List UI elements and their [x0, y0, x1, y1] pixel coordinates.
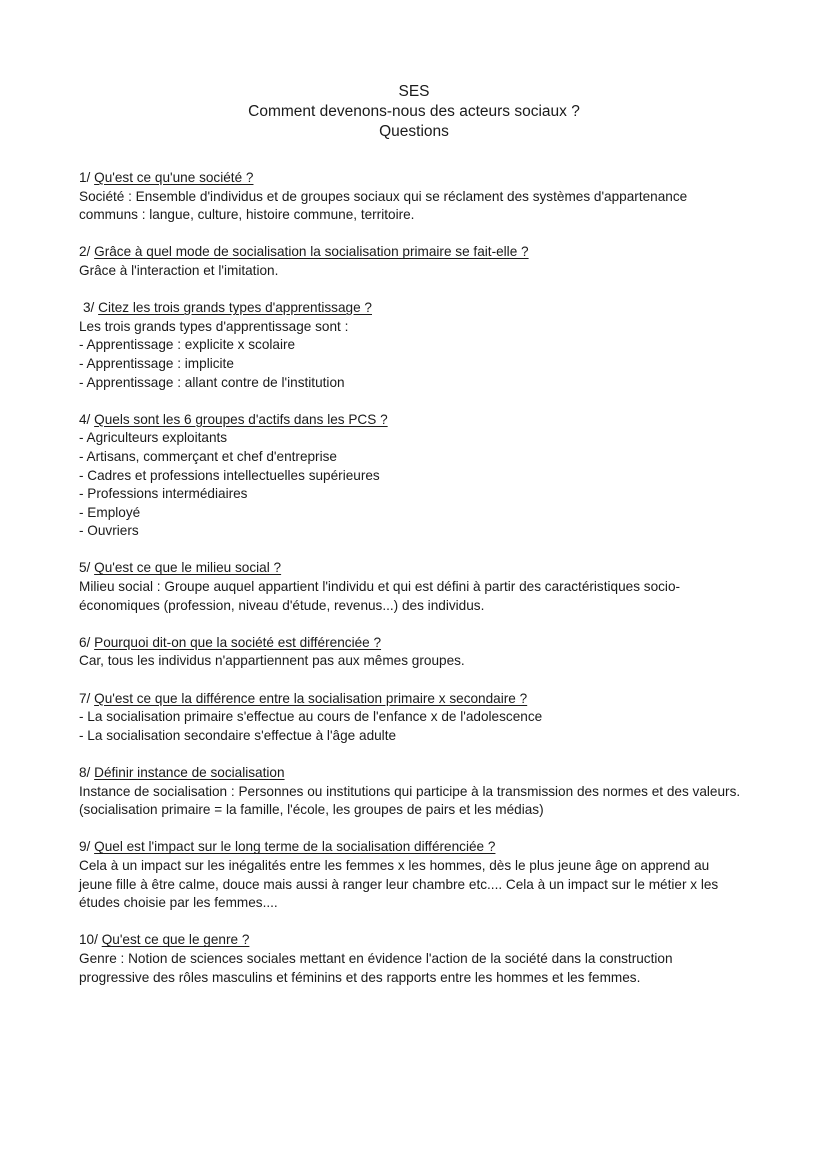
- question-text: Pourquoi dit-on que la société est différenciée ?: [94, 634, 382, 650]
- question-block-9: [79, 838, 759, 912]
- question-block-2: [79, 243, 759, 280]
- answer-line: - Employé: [79, 504, 141, 520]
- document-header: [0, 82, 828, 142]
- answer-line: jeune fille à être calme, douce mais aussi à ranger leur chambre etc.... Cela à un impact sur le métier x les: [79, 876, 719, 892]
- answer-line: - Apprentissage : explicite x scolaire: [79, 337, 296, 353]
- answer-line: Instance de socialisation : Personnes ou institutions qui participe à la transmission des normes et des valeurs.: [79, 783, 741, 799]
- question-block-1: [79, 169, 759, 225]
- answer-line: - Apprentissage : allant contre de l'institution: [79, 374, 345, 390]
- answer-line: études choisie par les femmes....: [79, 895, 278, 911]
- question-block-5: [79, 559, 759, 615]
- question-number: 7/: [79, 690, 91, 706]
- questions-list: [79, 169, 759, 1006]
- question-text: Qu'est ce que la différence entre la socialisation primaire x secondaire ?: [94, 690, 528, 706]
- question-number: 5/: [79, 560, 91, 576]
- answer-line: Genre : Notion de sciences sociales mettant en évidence l'action de la société dans la construction: [79, 950, 673, 966]
- question-line: [79, 931, 759, 950]
- question-line: [79, 169, 759, 188]
- question-line: [79, 411, 759, 430]
- question-text: Quels sont les 6 groupes d'actifs dans les PCS ?: [94, 411, 388, 427]
- question-line: [79, 838, 759, 857]
- question-number: 1/: [79, 170, 91, 185]
- subject-title: SES: [398, 83, 430, 100]
- question-line: [79, 690, 759, 709]
- question-block-4: [79, 411, 759, 541]
- question-text: Qu'est ce que le genre ?: [101, 932, 250, 948]
- answer-line: Milieu social : Groupe auquel appartient l'individu et qui est défini à partir des caractéristiques socio-: [79, 579, 681, 595]
- answer-line: communs : langue, culture, histoire commune, territoire.: [79, 207, 415, 223]
- question-block-8: [79, 764, 759, 820]
- question-number: 6/: [79, 634, 91, 650]
- question-block-3: [79, 299, 759, 392]
- question-text: Citez les trois grands types d'apprentissage ?: [98, 300, 372, 316]
- question-block-7: [79, 690, 759, 746]
- answer-line: Société : Ensemble d'individus et de groupes sociaux qui se réclament des systèmes d'appartenance: [79, 188, 688, 204]
- question-line: [79, 764, 759, 783]
- answer-line: - Cadres et professions intellectuelles supérieures: [79, 467, 380, 483]
- answer-line: Les trois grands types d'apprentissage sont :: [79, 318, 349, 334]
- answer-line: (socialisation primaire = la famille, l'école, les groupes de pairs et les médias): [79, 802, 544, 818]
- question-text: Grâce à quel mode de socialisation la socialisation primaire se fait-elle ?: [94, 244, 529, 260]
- question-number: 3/: [83, 300, 95, 316]
- question-line: [79, 559, 759, 578]
- answer-line: - Agriculteurs exploitants: [79, 430, 228, 446]
- question-line: [79, 243, 759, 262]
- answer-line: progressive des rôles masculins et féminins et des rapports entre les hommes et les femmes.: [79, 969, 641, 985]
- question-text: Qu'est ce qu'une société ?: [94, 170, 254, 185]
- answer-line: - La socialisation secondaire s'effectue à l'âge adulte: [79, 727, 397, 743]
- question-line: [79, 634, 759, 653]
- question-text: Qu'est ce que le milieu social ?: [94, 560, 282, 576]
- answer-line: - La socialisation primaire s'effectue au cours de l'enfance x de l'adolescence: [79, 709, 543, 725]
- question-block-10: [79, 931, 759, 987]
- page-subtitle: Questions: [379, 123, 449, 140]
- answer-line: - Ouvriers: [79, 523, 139, 539]
- answer-line: Car, tous les individus n'appartiennent pas aux mêmes groupes.: [79, 653, 465, 669]
- question-number: 2/: [79, 244, 91, 260]
- answer-line: Grâce à l'interaction et l'imitation.: [79, 262, 279, 278]
- answer-line: - Apprentissage : implicite: [79, 355, 234, 371]
- question-line: [79, 299, 759, 318]
- answer-line: Cela à un impact sur les inégalités entre les femmes x les hommes, dès le plus jeune âge on apprend au: [79, 857, 710, 873]
- question-text: Définir instance de socialisation: [94, 765, 285, 780]
- question-number: 4/: [79, 411, 91, 427]
- question-text: Quel est l'impact sur le long terme de la socialisation différenciée ?: [94, 839, 496, 855]
- question-block-6: [79, 634, 759, 671]
- answer-line: - Artisans, commerçant et chef d'entreprise: [79, 448, 337, 464]
- question-number: 9/: [79, 839, 91, 855]
- question-number: 10/: [79, 932, 98, 948]
- question-number: 8/: [79, 765, 91, 780]
- answer-line: économiques (profession, niveau d'étude, revenus...) des individus.: [79, 597, 485, 613]
- answer-line: - Professions intermédiaires: [79, 486, 248, 502]
- page-title: Comment devenons-nous des acteurs sociaux ?: [248, 103, 580, 120]
